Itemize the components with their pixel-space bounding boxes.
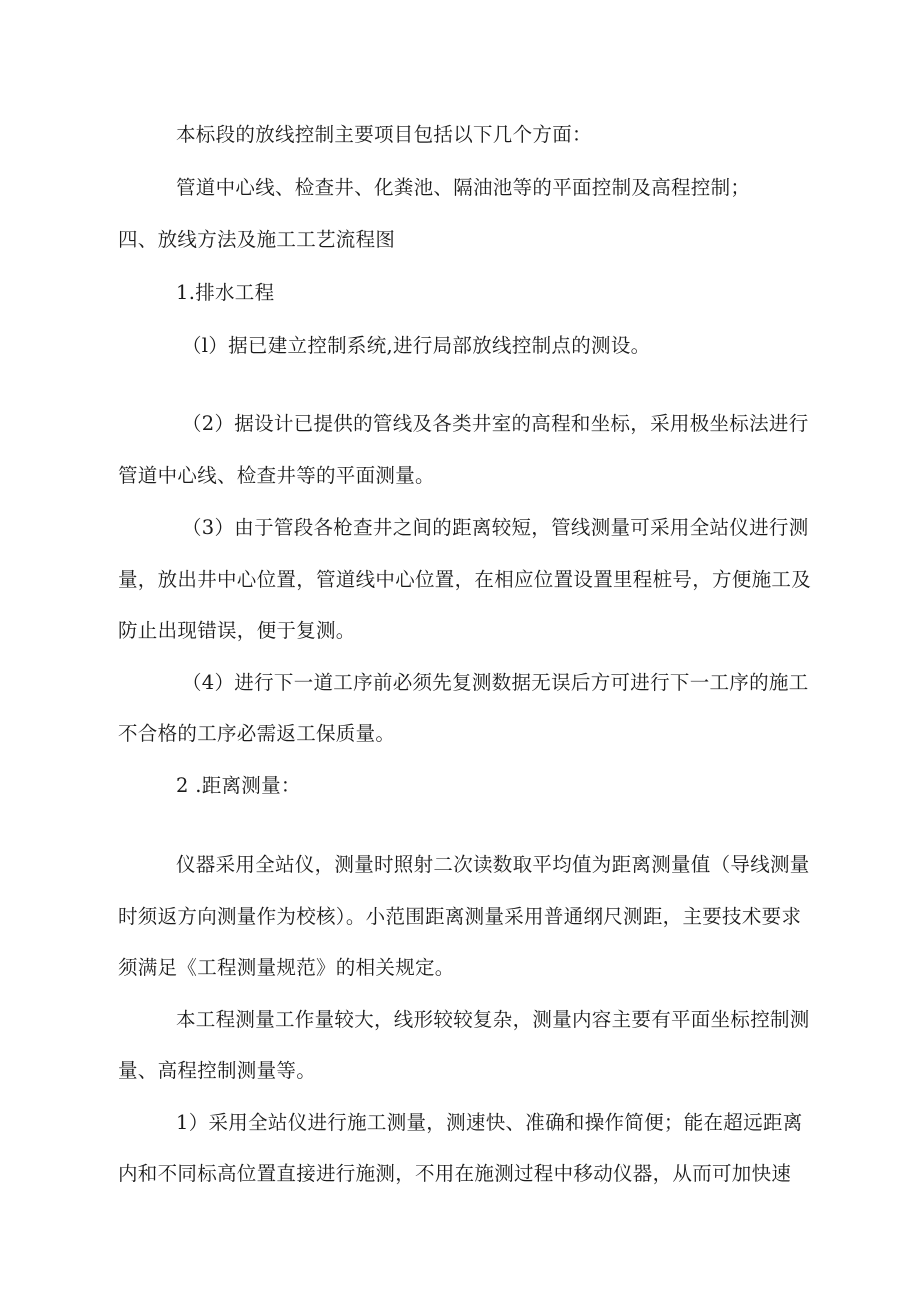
item-total-station-line-1: 1）采用全站仪进行施工测量，测速快、准确和操作简便；能在超远距离 bbox=[176, 1111, 803, 1134]
subheading-drainage: 1.排水工程 bbox=[176, 281, 275, 304]
item-2-line-2: 管道中心线、检查井等的平面测量。 bbox=[118, 464, 435, 487]
item-total-station-line-2: 内和不同标高位置直接进行施测，不用在施测过程中移动仪器，从而可加快速 bbox=[118, 1162, 792, 1185]
paragraph-instrument-line-1: 仪器采用全站仪，测量时照射二次读数取平均值为距离测量值（导线测量 bbox=[176, 853, 810, 876]
paragraph-instrument-line-2: 时须返方向测量作为校核）。小范围距离测量采用普通纲尺测距，主要技术要求 bbox=[118, 905, 802, 928]
item-3-line-1: （3）由于管段各枪查井之间的距离较短，管线测量可采用全站仪进行测 bbox=[182, 516, 809, 539]
item-4-line-2: 不合格的工序必需返工保质量。 bbox=[118, 722, 396, 745]
item-3-line-3: 防止出现错误，便于复测。 bbox=[118, 619, 356, 642]
subheading-distance: 2 .距离测量： bbox=[176, 774, 301, 797]
paragraph-scope-items: 管道中心线、检查井、化粪池、隔油池等的平面控制及高程控制； bbox=[176, 176, 751, 199]
item-2-line-1: （2）据设计已提供的管线及各类井室的高程和坐标，采用极坐标法进行 bbox=[182, 412, 809, 435]
item-1-line-1: （l）据已建立控制系统,进行局部放线控制点的测设。 bbox=[182, 334, 651, 357]
item-3-line-2: 量，放出井中心位置，管道线中心位置，在相应位置设置里程桩号，方便施工及 bbox=[118, 568, 812, 591]
section-heading-4: 四、放线方法及施工工艺流程图 bbox=[118, 228, 396, 251]
paragraph-workload-line-2: 量、高程控制测量等。 bbox=[118, 1059, 317, 1082]
paragraph-instrument-line-3: 须满足《工程测量规范》的相关规定。 bbox=[118, 956, 455, 979]
item-4-line-1: （4）进行下一道工序前必须先复测数据无误后方可进行下一工序的施工 bbox=[182, 671, 809, 694]
paragraph-scope-intro: 本标段的放线控制主要项目包括以下几个方面： bbox=[176, 123, 592, 146]
paragraph-workload-line-1: 本工程测量工作量较大，线形较较复杂，测量内容主要有平面坐标控制测 bbox=[176, 1008, 810, 1031]
